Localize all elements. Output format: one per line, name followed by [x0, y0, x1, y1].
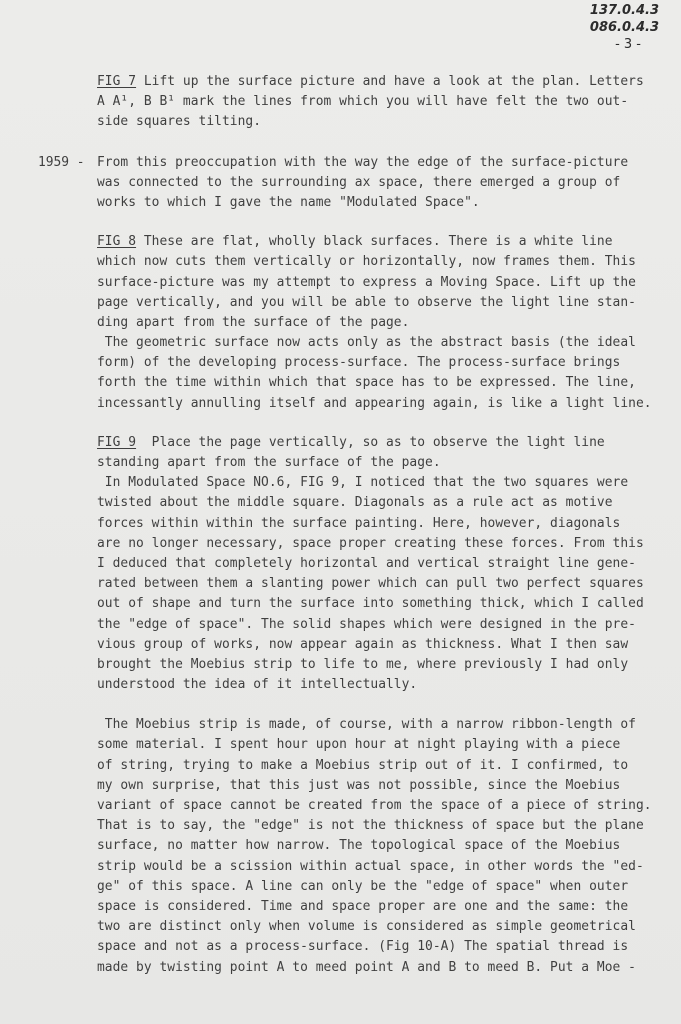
document-body: [0, 72, 681, 978]
paragraph-gap: [0, 213, 681, 232]
text-line: works to which I gave the name "Modulated Space".: [97, 194, 480, 210]
text-line: my own surprise, that this just was not possible, since the Moebius: [97, 777, 621, 793]
text-line: incessantly annulling itself and appearing again, is like a light line.: [97, 395, 652, 411]
archive-reference: [590, 2, 659, 53]
text-line: side squares tilting.: [97, 114, 262, 130]
text-line: strip would be a scission within actual space, in other words the "ed-: [97, 858, 644, 874]
paragraph-gap: [0, 414, 681, 433]
text-line: ge" of this space. A line can only be the "edge of space" when outer: [97, 878, 629, 894]
text-line: That is to say, the "edge" is not the thickness of space but the plane: [97, 818, 644, 834]
text-line: twisted about the middle square. Diagonals as a rule act as motive: [97, 495, 613, 511]
text-line: form) of the developing process-surface. The process-surface brings: [97, 355, 621, 371]
fig-reference: FIG 9: [97, 434, 137, 450]
text-line: FIG 7 Lift up the surface picture and have a look at the plan. Letters: [97, 74, 644, 89]
text-line: which now cuts them vertically or horizontally, now frames them. This: [97, 254, 636, 270]
paragraph-fig-8: [0, 232, 681, 414]
text-line: space is considered. Time and space proper are one and the same: the: [97, 898, 629, 914]
paragraph-fig-9: [0, 433, 681, 695]
text-line: the "edge of space". The solid shapes which were designed in the pre-: [97, 616, 636, 632]
text-line: In Modulated Space NO.6, FIG 9, I noticed that the two squares were: [97, 475, 629, 491]
text-line: The geometric surface now acts only as the abstract basis (the ideal: [97, 335, 636, 351]
text-line: FIG 8 These are flat, wholly black surfaces. There is a white line: [97, 234, 613, 250]
text-line: page vertically, and you will be able to observe the light line stan-: [97, 294, 636, 310]
text-line: space and not as a process-surface. (Fig 10-A) The spatial thread is: [97, 939, 629, 955]
text-line: A A¹, B B¹ mark the lines from which you will have felt the two out-: [97, 94, 629, 110]
paragraph-1959: [0, 153, 681, 214]
archive-ref-1: 137.0.4.3: [589, 3, 659, 18]
year-label: 1959 -: [38, 154, 85, 170]
text-line: FIG 9 Place the page vertically, so as to observe the light line: [97, 434, 605, 450]
text-line: was connected to the surrounding ax space, there emerged a group of: [97, 174, 621, 190]
text-line: standing apart from the surface of the page.: [97, 455, 441, 470]
text-line: forces within within the surface painting. Here, however, diagonals: [97, 515, 621, 531]
text-line: brought the Moebius strip to life to me, where previously I had only: [97, 656, 629, 672]
text-line: surface, no matter how narrow. The topological space of the Moebius: [97, 838, 621, 854]
text-line: forth the time within which that space has to be expressed. The line,: [97, 375, 636, 391]
text-line: I deduced that completely horizontal and vertical straight line gene-: [97, 555, 636, 571]
text-line: of string, trying to make a Moebius strip out of it. I confirmed, to: [97, 757, 629, 773]
page-number: - 3 -: [615, 37, 641, 52]
text-line: The Moebius strip is made, of course, with a narrow ribbon-length of: [97, 717, 636, 733]
paragraph-moebius: [0, 715, 681, 977]
text-line: ding apart from the surface of the page.: [97, 314, 410, 330]
archive-ref-2: 086.0.4.3: [589, 20, 659, 35]
fig-reference: FIG 7: [97, 74, 137, 89]
paragraph-gap: [0, 695, 681, 715]
fig-reference: FIG 8: [97, 234, 137, 250]
text-line: some material. I spent hour upon hour at night playing with a piece: [97, 737, 621, 753]
text-line: are no longer necessary, space proper creating these forces. From this: [97, 535, 644, 551]
paragraph-fig-7: [0, 72, 681, 133]
text-line: two are distinct only when volume is considered as simple geometrical: [97, 919, 636, 935]
text-line: out of shape and turn the surface into something thick, which I called: [97, 596, 644, 612]
paragraph-gap: [0, 133, 681, 153]
text-line: From this preoccupation with the way the edge of the surface-picture: [97, 154, 629, 170]
text-line: made by twisting point A to meed point A and B to meed B. Put a Moe -: [97, 959, 636, 975]
text-line: rated between them a slanting power which can pull two perfect squares: [97, 576, 644, 592]
text-line: surface-picture was my attempt to express a Moving Space. Lift up the: [97, 274, 636, 290]
text-line: variant of space cannot be created from the space of a piece of string.: [97, 798, 652, 813]
text-line: vious group of works, now appear again as thickness. What I then saw: [97, 636, 629, 652]
text-line: understood the idea of it intellectually.: [97, 677, 418, 693]
